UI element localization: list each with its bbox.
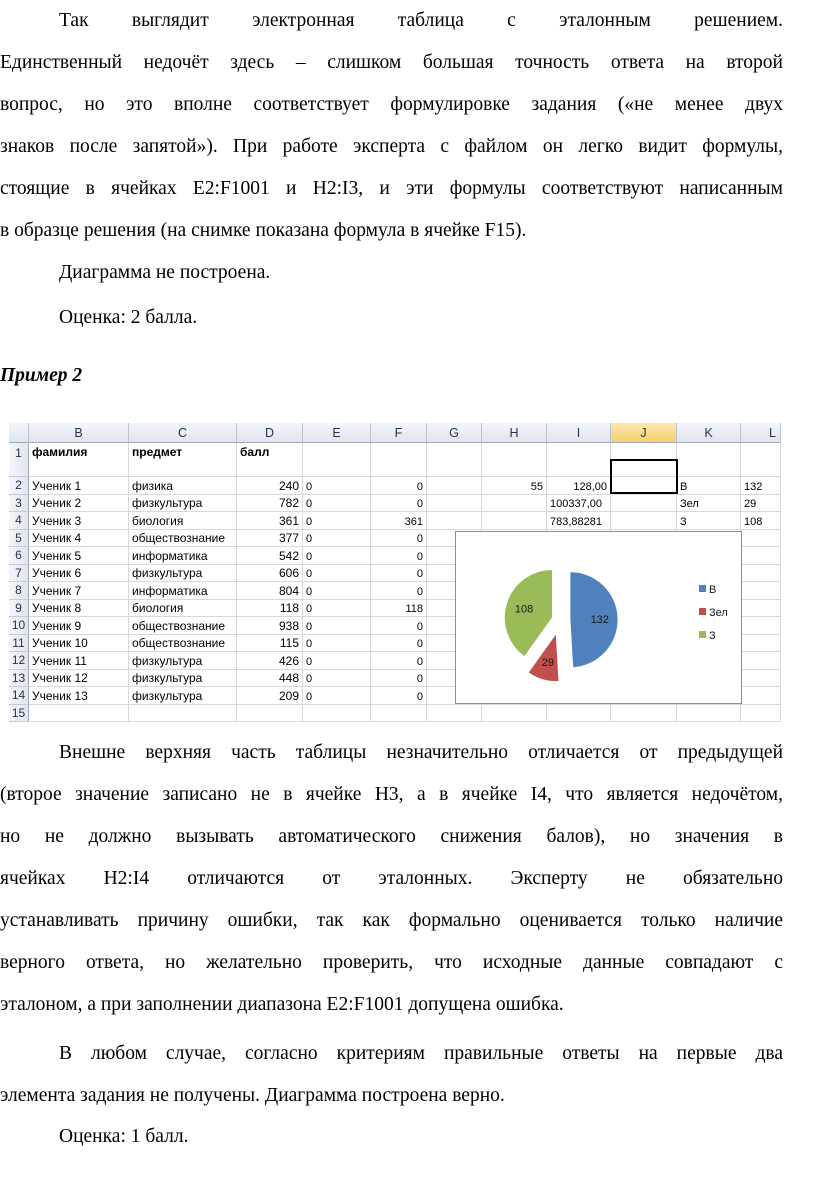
- cell-e9: 0: [303, 600, 371, 618]
- cell-l6: [741, 547, 781, 565]
- cell-b5: Ученик 4: [29, 530, 129, 548]
- cell-k4: З: [677, 512, 741, 530]
- cell-g4: [427, 512, 482, 530]
- paragraph-4-line-6: верного ответа, но желательно проверить, что исходные данные совпадают с: [0, 952, 783, 973]
- paragraph-1: [0, 0, 783, 252]
- cell-f4: 361: [371, 512, 427, 530]
- cell-l4: 108: [741, 512, 781, 530]
- cell-e7: 0: [303, 565, 371, 583]
- cell-f3: 0: [371, 495, 427, 513]
- cell-h2: 55: [482, 477, 547, 495]
- col-header-k: K: [677, 423, 741, 443]
- cell-e11: 0: [303, 635, 371, 653]
- paragraph-2-text: Диаграмма не построена.: [59, 262, 271, 283]
- col-header-c: C: [129, 423, 237, 443]
- cell-d13: 448: [237, 670, 303, 688]
- cell-f11: 0: [371, 635, 427, 653]
- col-header-h: H: [482, 423, 547, 443]
- row-header-13: 13: [9, 670, 29, 688]
- cell-b4: Ученик 3: [29, 512, 129, 530]
- cell-d7: 606: [237, 565, 303, 583]
- cell-b3: Ученик 2: [29, 495, 129, 513]
- cell-k2: В: [677, 477, 741, 495]
- cell-l12: [741, 652, 781, 670]
- cell-f5: 0: [371, 530, 427, 548]
- cell-l5: [741, 530, 781, 548]
- cell-i1: [547, 443, 611, 477]
- cell-l14: [741, 687, 781, 705]
- cell-c6: информатика: [129, 547, 237, 565]
- paragraph-1-line-1: Так выглядит электронная таблица с эталонным решением.: [59, 10, 783, 31]
- paragraph-6-text: Оценка: 1 балл.: [59, 1126, 189, 1147]
- legend-swatch-1: [699, 585, 706, 592]
- cell-e2: 0: [303, 477, 371, 495]
- cell-e13: 0: [303, 670, 371, 688]
- cell-h4: [482, 512, 547, 530]
- row-header-15: 15: [9, 705, 29, 723]
- cell-l3: 29: [741, 495, 781, 513]
- cell-c13: физкультура: [129, 670, 237, 688]
- cell-d6: 542: [237, 547, 303, 565]
- paragraph-4-line-7: эталоном, а при заполнении диапазона E2:F1001 допущена ошибка.: [0, 994, 564, 1015]
- pie-data-label-2: 29: [541, 657, 555, 670]
- cell-d1: балл: [237, 443, 303, 477]
- row-header-1: 1: [9, 443, 29, 477]
- cell-c7: физкультура: [129, 565, 237, 583]
- pie-data-label-3: 108: [514, 603, 534, 616]
- cell-f15: [371, 705, 427, 723]
- cell-d14: 209: [237, 687, 303, 705]
- cell-c15: [129, 705, 237, 723]
- col-header-e: E: [303, 423, 371, 443]
- row-header-4: 4: [9, 512, 29, 530]
- paragraph-1-line-4: знаков после запятой»). При работе эксперта с файлом он легко видит формулы,: [0, 136, 783, 157]
- cell-d10: 938: [237, 617, 303, 635]
- cell-f10: 0: [371, 617, 427, 635]
- corner-cell: [9, 423, 29, 443]
- cell-c10: обществознание: [129, 617, 237, 635]
- cell-c1: предмет: [129, 443, 237, 477]
- cell-d2: 240: [237, 477, 303, 495]
- cell-b12: Ученик 11: [29, 652, 129, 670]
- legend-label-1: В: [709, 584, 717, 596]
- col-header-b: B: [29, 423, 129, 443]
- cell-e4: 0: [303, 512, 371, 530]
- paragraph-4: [0, 732, 783, 1026]
- paragraph-2: [0, 252, 783, 294]
- cell-b9: Ученик 8: [29, 600, 129, 618]
- cell-e5: 0: [303, 530, 371, 548]
- cell-l1: [741, 443, 781, 477]
- cell-g1: [427, 443, 482, 477]
- paragraph-5-line-2: элемента задания не получены. Диаграмма построена верно.: [0, 1085, 505, 1106]
- row-header-3: 3: [9, 495, 29, 513]
- cell-b7: Ученик 6: [29, 565, 129, 583]
- col-header-l: L: [741, 423, 781, 443]
- cell-d15: [237, 705, 303, 723]
- cell-e10: 0: [303, 617, 371, 635]
- cell-d5: 377: [237, 530, 303, 548]
- cell-c4: биология: [129, 512, 237, 530]
- row-header-8: 8: [9, 582, 29, 600]
- cell-j3: [611, 495, 677, 513]
- paragraph-4-line-4: ячейках H2:I4 отличаются от эталонных. Эксперту не обязательно: [0, 868, 783, 889]
- legend-label-2: Зел: [709, 607, 728, 619]
- cell-e8: 0: [303, 582, 371, 600]
- cell-b6: Ученик 5: [29, 547, 129, 565]
- cell-f14: 0: [371, 687, 427, 705]
- cell-e6: 0: [303, 547, 371, 565]
- paragraph-4-line-1: Внешне верхняя часть таблицы незначительно отличается от предыдущей: [59, 742, 783, 763]
- cell-b14: Ученик 13: [29, 687, 129, 705]
- cell-b10: Ученик 9: [29, 617, 129, 635]
- cell-f13: 0: [371, 670, 427, 688]
- cell-f7: 0: [371, 565, 427, 583]
- paragraph-4-line-3: но не должно вызывать автоматического снижения балов), но значения в: [0, 826, 783, 847]
- cell-f1: [371, 443, 427, 477]
- cell-k3: Зел: [677, 495, 741, 513]
- paragraph-3: [0, 297, 783, 339]
- paragraph-3-text: Оценка: 2 балла.: [59, 307, 198, 328]
- paragraph-1-line-3: вопрос, но это вполне соответствует формулировке задания («не менее двух: [0, 94, 783, 115]
- row-header-11: 11: [9, 635, 29, 653]
- row-header-14: 14: [9, 687, 29, 705]
- row-header-10: 10: [9, 617, 29, 635]
- pie-chart-svg: [456, 532, 743, 705]
- cell-c12: физкультура: [129, 652, 237, 670]
- cell-f2: 0: [371, 477, 427, 495]
- cell-l11: [741, 635, 781, 653]
- col-header-i: I: [547, 423, 611, 443]
- cell-b2: Ученик 1: [29, 477, 129, 495]
- legend-label-3: З: [709, 630, 716, 642]
- cell-j15: [611, 705, 677, 723]
- cell-b15: [29, 705, 129, 723]
- cell-f8: 0: [371, 582, 427, 600]
- cell-g3: [427, 495, 482, 513]
- col-header-g: G: [427, 423, 482, 443]
- cell-l10: [741, 617, 781, 635]
- cell-l2: 132: [741, 477, 781, 495]
- cell-c14: физкультура: [129, 687, 237, 705]
- cell-f9: 118: [371, 600, 427, 618]
- cell-l7: [741, 565, 781, 583]
- row-header-2: 2: [9, 477, 29, 495]
- cell-c5: обществознание: [129, 530, 237, 548]
- cell-e1: [303, 443, 371, 477]
- col-header-d: D: [237, 423, 303, 443]
- cell-d11: 115: [237, 635, 303, 653]
- cell-i15: [547, 705, 611, 723]
- cell-h15: [482, 705, 547, 723]
- paragraph-5: [0, 1033, 783, 1117]
- cell-l15: [741, 705, 781, 723]
- cell-h3: [482, 495, 547, 513]
- cell-c8: информатика: [129, 582, 237, 600]
- cell-k15: [677, 705, 741, 723]
- cell-g2: [427, 477, 482, 495]
- cell-b11: Ученик 10: [29, 635, 129, 653]
- cell-f6: 0: [371, 547, 427, 565]
- row-header-7: 7: [9, 565, 29, 583]
- cell-i2: 128,00: [547, 477, 611, 495]
- cell-l13: [741, 670, 781, 688]
- cell-h1: [482, 443, 547, 477]
- cell-b8: Ученик 7: [29, 582, 129, 600]
- cell-l8: [741, 582, 781, 600]
- col-header-j: J: [611, 423, 677, 443]
- cell-d8: 804: [237, 582, 303, 600]
- cell-e12: 0: [303, 652, 371, 670]
- cell-d4: 361: [237, 512, 303, 530]
- active-cell-j2: [610, 459, 678, 494]
- row-header-6: 6: [9, 547, 29, 565]
- cell-i4: 783,88281: [547, 512, 611, 530]
- pie-chart: [455, 531, 742, 704]
- row-header-9: 9: [9, 600, 29, 618]
- cell-d3: 782: [237, 495, 303, 513]
- cell-e14: 0: [303, 687, 371, 705]
- paragraph-4-line-2: (второе значение записано не в ячейке H3, а в ячейке I4, что является недочётом,: [0, 784, 783, 805]
- cell-b1: фамилия: [29, 443, 129, 477]
- paragraph-4-line-5: устанавливать причину ошибки, так как формально оценивается только наличие: [0, 910, 783, 931]
- example-heading: Пример 2: [0, 365, 83, 386]
- row-header-5: 5: [9, 530, 29, 548]
- cell-c2: физика: [129, 477, 237, 495]
- cell-b13: Ученик 12: [29, 670, 129, 688]
- pie-data-label-1: 132: [590, 613, 609, 626]
- cell-c11: обществознание: [129, 635, 237, 653]
- legend-swatch-2: [699, 608, 706, 615]
- paragraph-6: [0, 1116, 783, 1158]
- cell-e3: 0: [303, 495, 371, 513]
- cell-j4: [611, 512, 677, 530]
- legend-swatch-3: [699, 631, 706, 638]
- spreadsheet: [9, 423, 776, 720]
- cell-g15: [427, 705, 482, 723]
- row-header-12: 12: [9, 652, 29, 670]
- cell-k1: [677, 443, 741, 477]
- cell-d12: 426: [237, 652, 303, 670]
- cell-e15: [303, 705, 371, 723]
- paragraph-1-line-6: в образце решения (на снимке показана формула в ячейке F15).: [0, 220, 527, 241]
- paragraph-1-line-2: Единственный недочёт здесь – слишком большая точность ответа на второй: [0, 52, 783, 73]
- cell-c9: биология: [129, 600, 237, 618]
- cell-d9: 118: [237, 600, 303, 618]
- cell-i3: 100337,00: [547, 495, 611, 513]
- paragraph-5-line-1: В любом случае, согласно критериям правильные ответы на первые два: [59, 1043, 783, 1064]
- cell-c3: физкультура: [129, 495, 237, 513]
- paragraph-1-line-5: стоящие в ячейках E2:F1001 и H2:I3, и эти формулы соответствуют написанным: [0, 178, 783, 199]
- cell-f12: 0: [371, 652, 427, 670]
- col-header-f: F: [371, 423, 427, 443]
- cell-l9: [741, 600, 781, 618]
